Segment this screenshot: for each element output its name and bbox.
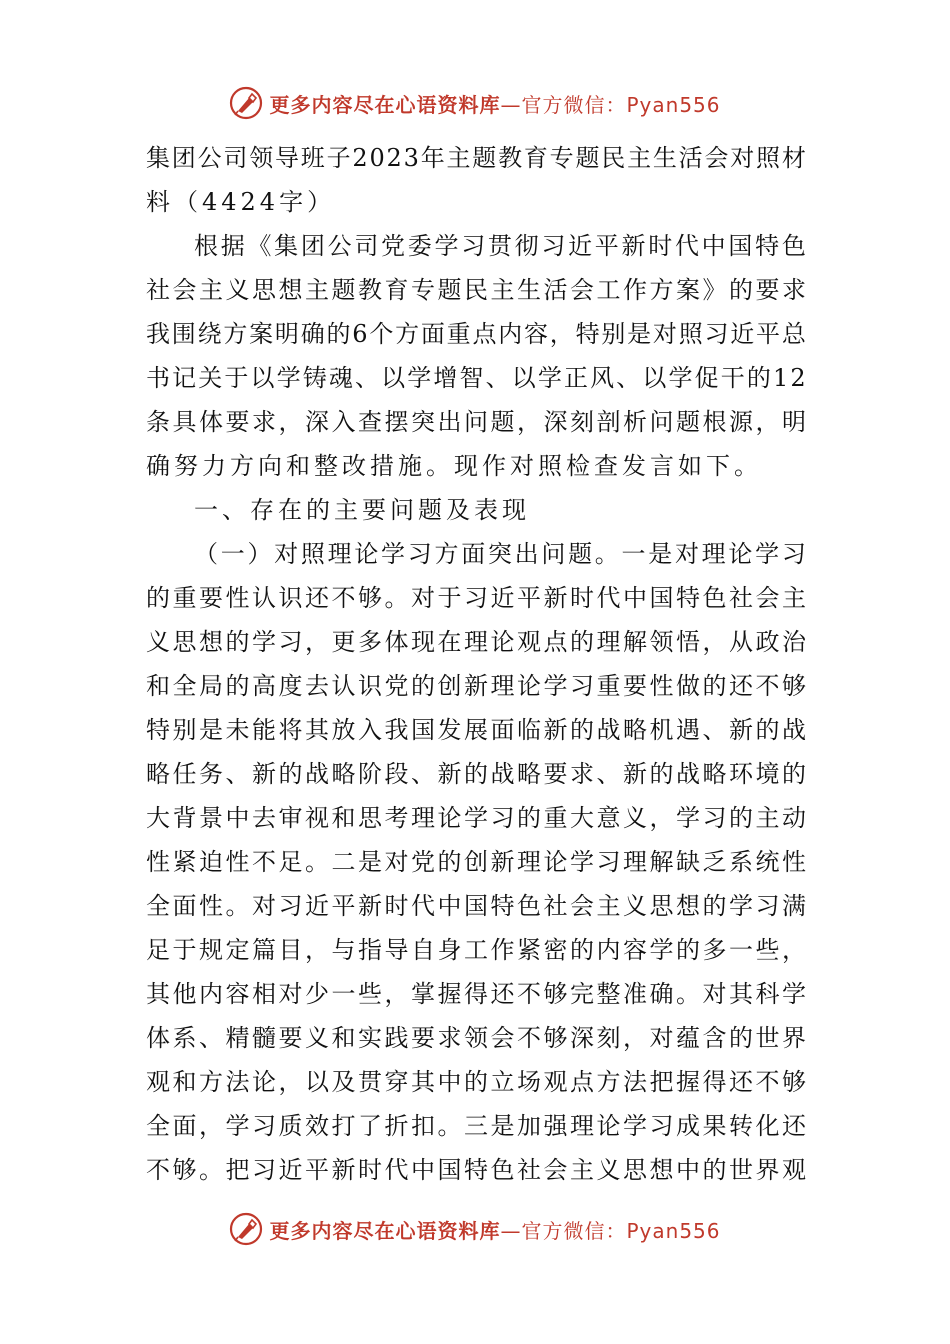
watermark-dash: —: [500, 1218, 522, 1243]
watermark-dash: —: [500, 92, 522, 117]
text-line: 其 他 内 容 相 对 少 一 些 ， 掌 握 得 还 不 够 完 整 准 确 。 对 其 科 学: [146, 980, 806, 1008]
document-body: [146, 136, 806, 1192]
watermark-label: 官方微信：: [521, 92, 627, 117]
text-line: 根 据 《 集 团 公 司 党 委 学 习 贯 彻 习 近 平 新 时 代 中 国 特 色: [194, 232, 806, 260]
text-line: 我 围 绕 方 案 明 确 的 6 个 方 面 重 点 内 容 ， 特 别 是 对 照 习 近 平 总: [146, 320, 806, 348]
text-line: 不 够 。 把 习 近 平 新 时 代 中 国 特 色 社 会 主 义 思 想 中 的 世 界 观: [146, 1156, 806, 1184]
watermark-brand: 更多内容尽在心语资料库: [269, 1218, 501, 1243]
text-line: 的 重 要 性 认 识 还 不 够 。 对 于 习 近 平 新 时 代 中 国 特 色 社 会 主: [146, 584, 806, 612]
text-line: 特 别 是 未 能 将 其 放 入 我 国 发 展 面 临 新 的 战 略 机 遇 、 新 的 战: [146, 716, 806, 744]
heading-line: 一、存在的主要问题及表现: [194, 496, 530, 524]
watermark-footer: [0, 1209, 950, 1249]
watermark-wechat-id: Pyan556: [626, 92, 721, 117]
title-line: 料（4424字）: [146, 188, 336, 216]
watermark-wechat-id: Pyan556: [626, 1218, 721, 1243]
document-title: [146, 136, 806, 224]
watermark-brand: 更多内容尽在心语资料库: [269, 92, 501, 117]
text-line: 全 面 性 。 对 习 近 平 新 时 代 中 国 特 色 社 会 主 义 思 想 的 学 习 满: [146, 892, 806, 920]
section-heading: [146, 488, 806, 532]
text-line: 和 全 局 的 高 度 去 认 识 党 的 创 新 理 论 学 习 重 要 性 做 的 还 不 够: [146, 672, 806, 700]
text-line: 条 具 体 要 求 ， 深 入 查 摆 突 出 问 题 ， 深 刻 剖 析 问 题 根 源 ， 明: [146, 408, 806, 436]
text-line: 全 面 ， 学 习 质 效 打 了 折 扣 。 三 是 加 强 理 论 学 习 成 果 转 化 还: [146, 1112, 806, 1140]
text-line: 义 思 想 的 学 习 ， 更 多 体 现 在 理 论 观 点 的 理 解 领 悟 ， 从 政 治: [146, 628, 806, 656]
paragraph-intro: [146, 224, 806, 488]
text-line: 书 记 关 于 以 学 铸 魂 、 以 学 增 智 、 以 学 正 风 、 以 学 促 干 的 1 2: [146, 364, 806, 392]
watermark-text: [269, 89, 720, 118]
text-line: 大 背 景 中 去 审 视 和 思 考 理 论 学 习 的 重 大 意 义 ， 学 习 的 主 动: [146, 804, 806, 832]
text-line: 社 会 主 义 思 想 主 题 教 育 专 题 民 主 生 活 会 工 作 方 案 》 的 要 求: [146, 276, 806, 304]
text-line: 性 紧 迫 性 不 足 。 二 是 对 党 的 创 新 理 论 学 习 理 解 缺 乏 系 统 性: [146, 848, 806, 876]
watermark-header: [0, 83, 950, 123]
title-line: 集 团 公 司 领 导 班 子 2 0 2 3 年 主 题 教 育 专 题 民 主 生 活 会 对 照 材: [146, 144, 806, 172]
watermark-label: 官方微信：: [521, 1218, 627, 1243]
watermark-text: [269, 1215, 720, 1244]
paragraph-section-1: [146, 532, 806, 1192]
pen-nib-circle-icon: [229, 86, 263, 120]
text-line: 确努力方向和整改措施。现作对照检查发言如下。: [146, 452, 762, 480]
text-line: 观 和 方 法 论 ， 以 及 贯 穿 其 中 的 立 场 观 点 方 法 把 握 得 还 不 够: [146, 1068, 806, 1096]
text-line: （ 一 ） 对 照 理 论 学 习 方 面 突 出 问 题 。 一 是 对 理 论 学 习: [194, 540, 806, 568]
text-line: 足 于 规 定 篇 目 ， 与 指 导 自 身 工 作 紧 密 的 内 容 学 的 多 一 些 ，: [146, 936, 806, 964]
text-line: 体 系 、 精 髓 要 义 和 实 践 要 求 领 会 不 够 深 刻 ， 对 蕴 含 的 世 界: [146, 1024, 806, 1052]
text-line: 略 任 务 、 新 的 战 略 阶 段 、 新 的 战 略 要 求 、 新 的 战 略 环 境 的: [146, 760, 806, 788]
pen-nib-circle-icon: [229, 1212, 263, 1246]
